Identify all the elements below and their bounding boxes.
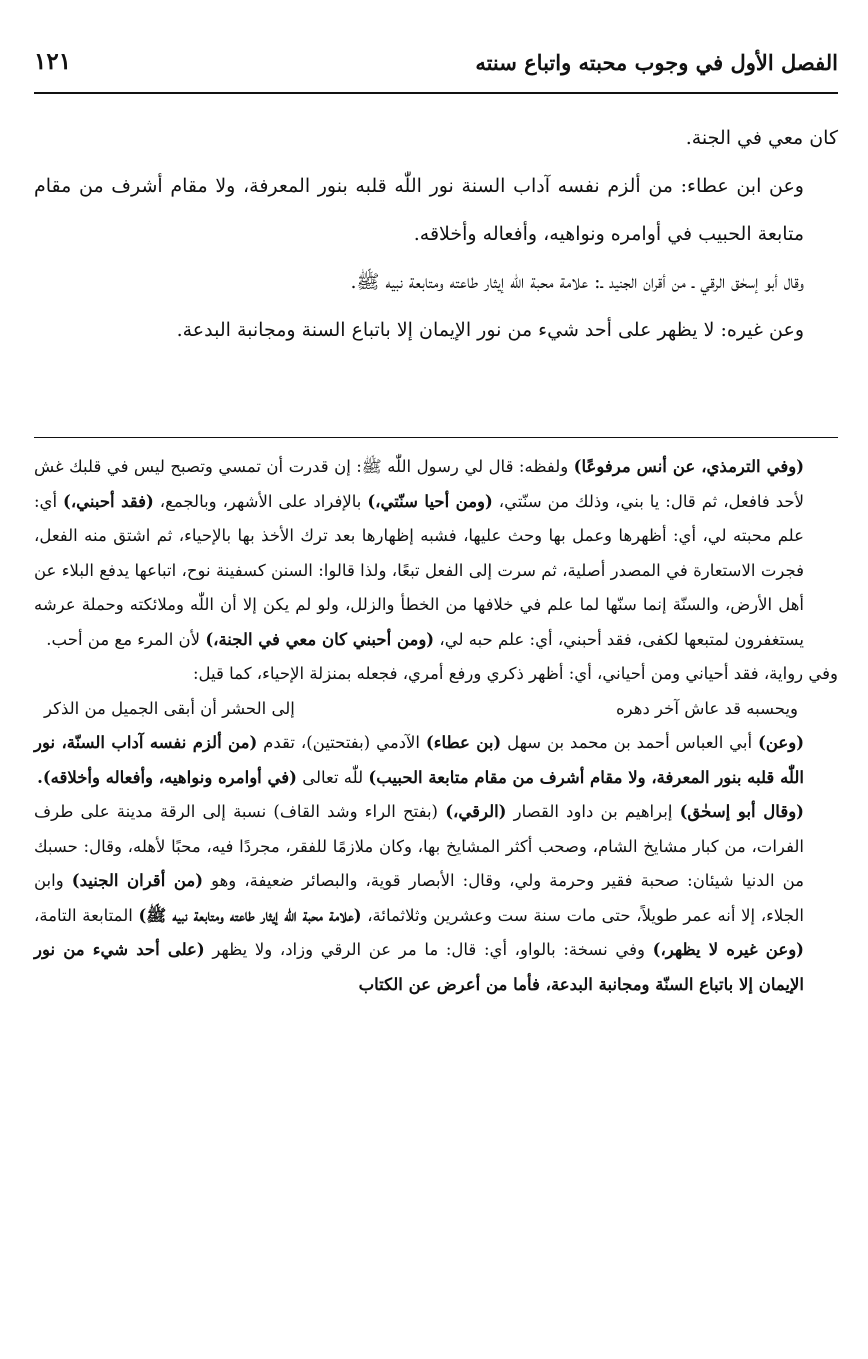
commentary-text: بالإفراد على الأشهر، وبالجمع، <box>153 491 368 511</box>
quoted-text: (وقال أبو إسحٰق) <box>679 802 804 821</box>
quoted-text: (وفي الترمذي، عن أنس مرفوعًا) <box>573 457 804 476</box>
commentary-text: لأن المرء مع من أحب. <box>46 629 206 649</box>
quoted-text: (على أحد شيء من نور الإيمان إلا باتباع السنّة ومجانبة البدعة، فأما من أعرض عن الكتاب <box>34 940 804 994</box>
commentary-text: ولفظه: قال لي رسول اللّٰه ﷺ: إن قدرت أن تمسي وتصبح ليس في قلبك غش لأحد فافعل، ثم قال: يا بني، وذلك من سنّتي، <box>34 457 805 511</box>
main-paragraph: وعن ابن عطاء: من ألزم نفسه آداب السنة نور اللّٰه قلبه بنور المعرفة، ولا مقام أشرف من مقام متابعة الحبيب في أوامره ونواهيه، وأفعاله وأخلاقه. <box>34 175 804 245</box>
main-paragraph: كان معي في الجنة. <box>685 127 838 149</box>
commentary-text: المتابعة التامة، <box>34 905 139 925</box>
quoted-text: (بن عطاء) <box>425 733 502 752</box>
verse-hemistich: ويحسبه قد عاش آخر دهره <box>616 698 798 718</box>
quoted-text: (علامة محبة اللّٰه إيثار طاعته ومتابعة نبيه ﷺ) <box>138 905 362 925</box>
commentary <box>34 450 838 1002</box>
quoted-text: (من أقران الجنيد) <box>71 871 204 890</box>
quoted-text: (الرقي،) <box>445 802 507 821</box>
commentary-paragraph <box>34 795 838 1002</box>
commentary-text: أبي العباس أحمد بن محمد بن سهل <box>501 733 759 752</box>
verse-line <box>34 692 838 727</box>
page-number: ١٢١ <box>34 48 72 75</box>
quoted-text: (ومن أحيا سنّتي،) <box>367 491 493 511</box>
commentary-text: أي: علم محبته لي، أي: أظهرها وعمل بها وحث عليها، فشبه إظهارها بعد ترك الأخذ بها بالإحياء، ثم اشتق منه الفعل، فجرت الاستعارة في المصدر أصلية، ثم سرت إلى الفعل تبعًا، ولذا قالوا: السنن كسفينة نوح، اتباعها يدفع البلاء عن أهل الأرض، والسنّة إنما سنّها لما علم في خلافها من الخطأ والزلل، ولو لم يكن إلا أن اللّٰه وملائكته وحملة عرشه يستغفرون لمتبعها لكفى، فقد أحبني، أي: علم حبه لي، <box>34 491 804 649</box>
quoted-text: (فقد أحبني،) <box>63 491 154 511</box>
commentary-text: إبراهيم بن داود القصار <box>506 802 680 821</box>
commentary-paragraph <box>34 657 838 692</box>
main-paragraph: وقال أبو إسحٰق الرقي ـ من أقران الجنيد ـ: علامة محبة اللّٰه إيثار طاعته ومتابعة نبيه ﷺ. <box>350 271 804 293</box>
quoted-text: (وعن غيره لا يظهر،) <box>652 940 804 959</box>
quoted-text: (وعن) <box>758 733 805 752</box>
main-text <box>34 114 838 354</box>
commentary-text: الآدمي (بفتحتين)، تقدم <box>257 733 426 752</box>
verse-hemistich: إلى الحشر أن أبقى الجميل من الذكر <box>44 698 295 718</box>
commentary-text: للّٰه تعالى <box>296 767 369 787</box>
commentary-text: وفي رواية، فقد أحياني ومن أحياني، أي: أظهر ذكري ورفع أمري، فجعله بمنزلة الإحياء، كما قيل: <box>192 664 838 683</box>
quoted-text: (في أوامره ونواهيه، وأفعاله وأخلاقه). <box>37 767 297 787</box>
running-title: الفصل الأول في وجوب محبته واتباع سنته <box>475 50 838 75</box>
commentary-text: وفي نسخة: بالواو، أي: قال: ما مر عن الرقي وزاد، ولا يظهر <box>204 940 653 959</box>
page-header <box>34 40 838 88</box>
quoted-text: (من ألزم نفسه آداب السنّة، نور اللّٰه قلبه بنور المعرفة، ولا مقام أشرف من مقام متابعة الحبيب) <box>34 733 804 787</box>
commentary-paragraph <box>34 450 838 657</box>
commentary-text: (بفتح الراء وشد القاف) نسبة إلى الرقة مدينة على طرف الفرات، من كبار مشايخ الشام، وصحب أكثر المشايخ بها، وكان ملازمًا للفقر، مجردًا فيه، محبًا لأهله، وقال: حسبك من الدنيا شيئان: صحبة فقير وحرمة ولي، وقال: الأبصار قوية، والبصائر ضعيفة، وهو <box>34 802 804 890</box>
commentary-paragraph <box>34 726 838 795</box>
quoted-text: (ومن أحبني كان معي في الجنة،) <box>205 629 435 649</box>
main-paragraph: وعن غيره: لا يظهر على أحد شيء من نور الإيمان إلا باتباع السنة ومجانبة البدعة. <box>176 319 804 341</box>
separator-rule <box>34 437 838 438</box>
commentary-text: وابن الجلاء، إلا أنه عمر طويلاً، حتى مات سنة ست وعشرين وثلاثمائة، <box>34 871 804 925</box>
header-rule <box>34 92 838 94</box>
